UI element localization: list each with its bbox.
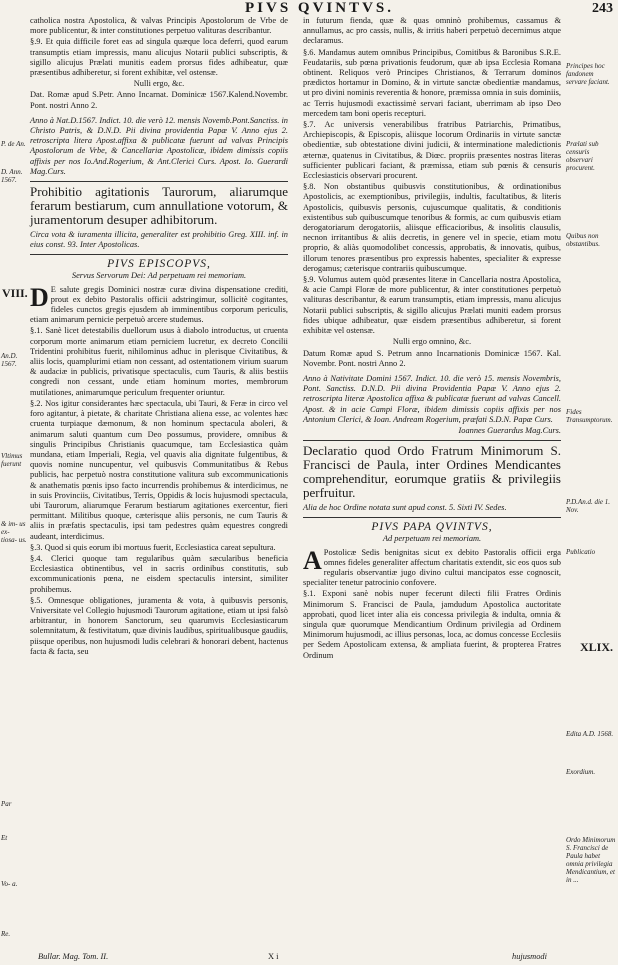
- signature: Ioannes Guerardus Mag.Curs.: [458, 425, 561, 435]
- paragraph: §.9. Et quia difficile foret eas ad singula quæque loca deferri, quod earum transumptis etiam impressis, manu alicujus Notarii publici subscriptis, & sigillo alicujus Prælati munitis eadem prorsus fides adhibeatur, quæ præsentibus adhiberetur, si forent exhibitæ, vel ostensæ.: [30, 37, 288, 78]
- margin-note: An.D. 1567.: [1, 352, 18, 368]
- margin-note: Quibus non obstantibus.: [566, 232, 601, 248]
- paragraph: Nulli ergo omnino, &c.: [392, 337, 472, 347]
- margin-note: Vltimus fuerunt: [1, 452, 23, 468]
- date-line: Dat. Romæ apud S.Petr. Anno Incarnat. Dominicæ 1567.Kalend.Novembr. Pont. nostri Anno 2.: [30, 90, 288, 110]
- footer-left: Bullar. Mag. Tom. II.: [38, 952, 109, 961]
- paragraph: §.8. Non obstantibus quibusvis constitutionibus, & ordinationibus Apostolicis, ac exemptionibus, privilegiis, indultis, facultatibus, & literis Apostolicis, quibusvis personis, cujuscumque qualitatis, & conditionis existentibus sub quibuscumque tenoribus & formis, ac cum quibusvis etiam derogatoriarum derogatoriis, aliisque efficacioribus, & insolitis clausulis, necnon irritantibus & aliis decretis, in genere vel in specie, etiam motu proprio, & aliàs quomodolibet concessis, approbatis, & innovatis, quibus, illorum tenores præsentibus pro expressis habentes, specialiter & expresse derogamus; cæterisque contrariis quibuscumque.: [303, 182, 561, 273]
- body-paragraph: §.2. Nos igitur considerantes hæc spectacula, ubi Tauri, & Feræ in circo vel foro agitantur, à pietate, & charitate Christiana aliena esse, ac volentes hæc cruenta turpiaque dæmonum, & non hominum spectacula aboleri, & animarum saluti quantum cum Deo possumus, providere, omnibus & singulis Principibus Christianis quacumque, tam Ecclesiastica quàm mundana, etiam Imperiali, Regia, vel quavis alia dignitate fulgentibus, & quovis nomine nuncupentur, vel quibusvis Communitatibus & Rebus publicis, hac perpetuò nostra constitutione valitura sub excommunicationis & anathematis pœnis ipso facto incurrendis prohibemus & interdicimus, ne in suis Provinciis, Civitatibus, Terris, Oppidis & locis hujusmodi spectacula, ubi Taurorum, aliarumque Ferarum bestiarum agitationes exercentur, fieri permittant. Militibus quoque, cæterisque aliis personis, ne cum Tauris & aliis in præfatis spectaculis, ipsi tam pedestres quàm equestres congredi audeant, interdicimus.: [30, 398, 288, 541]
- margin-note: Prælati sub censuris observari procurent.: [566, 140, 599, 172]
- section-note: Circa vota & iuramenta illicita, generaliter est prohibitio Greg. XIII. inf. in eius const. 93. Inter Apostolicas.: [30, 230, 288, 250]
- section-number-right: XLIX.: [580, 640, 614, 654]
- margin-note: Et: [1, 834, 8, 842]
- margin-note: Vo- a.: [1, 880, 18, 888]
- subheading: Servus Servorum Dei: Ad perpetuam rei memoriam.: [71, 271, 247, 281]
- body-paragraph: §.4. Clerici quoque tam regularibus quàm sæcularibus beneficia Ecclesiastica obtinentibus, vel in sacris ordinibus constitutis, sub excommunicationis pœna, ne eisdem spectaculis intersint, similiter prohibemus.: [30, 553, 288, 594]
- left-column: [30, 16, 288, 658]
- section-title: Prohibitio agitationis Taurorum, aliarumque ferarum bestiarum, cum annullatione votorum, & juramentorum desuper adhibitorum.: [30, 184, 288, 228]
- paragraph: Nulli ergo, &c.: [133, 79, 185, 89]
- running-title: PIVS QVINTVS.: [245, 0, 395, 16]
- paragraph: §.9. Volumus autem quòd præsentes literæ in Cancellaria nostra Apostolica, & acie Campi Floræ de more publicentur, & inter constitutiones perpetuò valituras describantur, & earum transumptis, etiam impressis, manu alicujus Notarii publici subscriptis, & sigillo alicujus Prælati muniti eadem prorsus fides ubique adhibeatur, quæ eisdem præsentibus adhiberetur, si forent exhibitæ vel ostensæ.: [303, 275, 561, 336]
- paragraph: §.6. Mandamus autem omnibus Principibus, Comitibus & Baronibus S.R.E. Feudatariis, sub pœna privationis feudorum, quæ ab ipsa Ecclesia Romana obtinent. Reliquos verò Principes Christianos, & Terrarum dominos prædictos hortamur in Domino, & in virtute sanctæ obedientiæ mandamus, ut pro divini nominis reverentia & honore, præmissa omnia in suis dominiis, ac Terris hujusmodi exactissimè servari faciant, uberrimam ab ipso Deo mercedem tam boni operis recepturi.: [303, 47, 561, 118]
- right-column: [303, 16, 561, 662]
- paragraph: §.7. Ac universis venerabilibus fratribus Patriarchis, Primatibus, Archiepiscopis, & Episcopis, aliisque locorum Ordinariis in virtute sanctæ obedientiæ, sub obtestatione divini judicii, & interminatione maledictionis æternæ, quatenus in Civitatibus, & Diœc. propriis præsentes nostras literas sufficienter publicari faciant, & præmissa, etiam sub pœnis & censuris Ecclesiasticis observari procurent.: [303, 120, 561, 181]
- margin-note: Publicatio: [566, 548, 596, 556]
- drop-cap: A: [303, 545, 322, 575]
- margin-note: P. de An.: [1, 140, 26, 148]
- margin-note: Par: [1, 800, 12, 808]
- margin-note: P.D.An.d. die 1. Nov.: [566, 498, 611, 514]
- margin-note: Edita A.D. 1568.: [566, 730, 614, 738]
- page-header: [0, 0, 618, 16]
- publication-note: Anno à Nativitate Domini 1567. Indict. 10. die verò 15. mensis Novembris, Pont. Sanctiss. D.N.D. Pii divina Providentia Papæ V. Anno ejus 2. retroscripta literæ Apostolica affixa & publicatæ fuerunt ad valvas Cancell. Apost. & in acie Campi Floræ, ibidem dimissis copiis affixis per nos Antonium Clerici, & Ioan. Andream Rogerium, præfati S.D.N. Papæ Curs.: [303, 373, 561, 424]
- paragraph: catholica nostra Apostolica, & valvas Principis Apostolorum de Vrbe de more publicentur, & inter constitutiones perpetuo valituras describantur.: [30, 16, 288, 36]
- heading: PIVS EPISCOPVS,: [107, 258, 211, 271]
- heading: PIVS PAPA QVINTVS,: [371, 521, 493, 534]
- margin-note: Exordium.: [566, 768, 596, 776]
- section-title: Declaratio quod Ordo Fratrum Minimorum S. Francisci de Paula, inter Ordines Mendicantes comprehenditur, eorumque gratiis & privilegiis perfruitur.: [303, 443, 561, 501]
- subheading: Ad perpetuam rei memoriam.: [382, 534, 482, 544]
- margin-note: & im- us ex- tiosa- us.: [1, 520, 27, 544]
- divider: [303, 517, 561, 518]
- body-paragraph: §.1. Exponi sanè nobis nuper fecerunt dilecti filii Fratres Ordinis Minimorum S. Francisci de Paula, jamdudum Apostolica auctoritate approbati, quod licet inter alia eis concessa privilegia & indulta, omnia & singula quæ quorumque Mendicantium Ordinum privilegia ad Ordinem Minimorum hujusmodi, ac illius personas, loca, ac domus concesse Ecclesiis per Sedem Apostolicam extensa, & ampliata fuerint, & propterea Fratres Ordinum: [303, 589, 561, 660]
- body-paragraph: §.5. Omnesque obligationes, juramenta & vota, à quibusvis personis, Vniversitate vel Collegio hujusmodi Taurorum agitatione, etiam ut ipsi falsò arbitrantur, in honorem Sanctorum, seu quarumvis Ecclesiasticarum solemnitatum, & festivitatum, quæ divinis laudibus, spiritualibusque gaudiis, piisque operibus, non hujusmodi ludis celebrari & honorari debent, hactenus facta & facta, seu: [30, 595, 288, 656]
- margin-note: Re.: [1, 930, 11, 938]
- divider: [303, 440, 561, 441]
- divider: [30, 254, 288, 255]
- body-paragraph: §.3. Quod si quis eorum ibi mortuus fuerit, Ecclesiastica careat sepultura.: [30, 542, 276, 552]
- footer-signature: X i: [268, 952, 279, 961]
- footer-right: hujusmodi: [512, 952, 547, 961]
- body-paragraph: A Postolicæ Sedis benignitas sicut ex debito Pastoralis officii erga omnes fideles generaliter affectum charitatis extendit, sic eos quos sub regularis observantiæ jugo divino cultui mancipatos esse cognoscit, specialiter tenetur patrocinio confovere.: [303, 545, 561, 588]
- body-paragraph: D E salute gregis Dominici nostræ curæ divina dispensatione crediti, prout ex debito Pastoralis officii adstringimur, sollicitè cogitantes, fideles cunctos gregis ejusdem ab imminentibus corporum periculis, etiam animarum pernicie perpetuò arcere studemus.: [30, 282, 288, 325]
- section-note: Alia de hoc Ordine notata sunt apud const. 5. Sixti IV. Sedes.: [303, 503, 507, 513]
- paragraph: in futurum fienda, quæ & quas omninò prohibemus, cassamus & annullamus, ac pro cassis, nullis, & irritis haberi perpetuò decernimus atque declaramus.: [303, 16, 561, 46]
- publication-note: Anno à Nat.D.1567. Indict. 10. die verò 12. mensis Novemb.Pont.Sanctiss. in Christo Patris, & D.N.D. Pii divina providentia Papæ V. Anno ejus 2. retroscripta litera Apost.affixa & publicatæ fuerunt ad valvas Principis Apostolorum de Vrbe, & Cancellariæ Apostolicæ, ibidem dimissis copiis affixis per nos Io.And.Rogerium, & Ant.Clerici Curs. Apost. Io. Guerardi Mag.Curs.: [30, 115, 288, 176]
- body-paragraph: §.1. Sanè licet detestabilis duellorum usus à diabolo introductus, ut cruenta corporum morte animarum etiam perniciem lucretur, ex decreto Concilii Tridentini prohibitus fuerit, nihilominus adhuc in plerisque Civitatibus, & aliis locis, quamplurimi etiam non cessant, ad ostentationem virium suarum & audaciæ in publicis, privatisque spectaculis, cum Tauris, & aliis bestiis congredi non cessant, unde etiam hominum mortes, membrorum mutilationes, animarumque periculum frequenter oriuntur.: [30, 326, 288, 397]
- margin-note: Ordo Minimorum S. Francisci de Paula habet omnia privilegia Mendicantium, et in ...: [566, 836, 616, 884]
- margin-note: Fides Transumptorum.: [566, 408, 613, 424]
- divider: [30, 181, 288, 182]
- drop-cap: D: [30, 282, 49, 312]
- margin-note: Principes hoc fandonem servare faciant.: [566, 62, 610, 86]
- margin-note: D. Ann. 1567.: [1, 168, 23, 184]
- date-line: Datum Romæ apud S. Petrum anno Incarnationis Dominicæ 1567. Kal. Novembr. Pont. nostri Anno 2.: [303, 348, 561, 368]
- section-number-left: VIII.: [2, 286, 28, 300]
- page-number: 243: [592, 1, 613, 16]
